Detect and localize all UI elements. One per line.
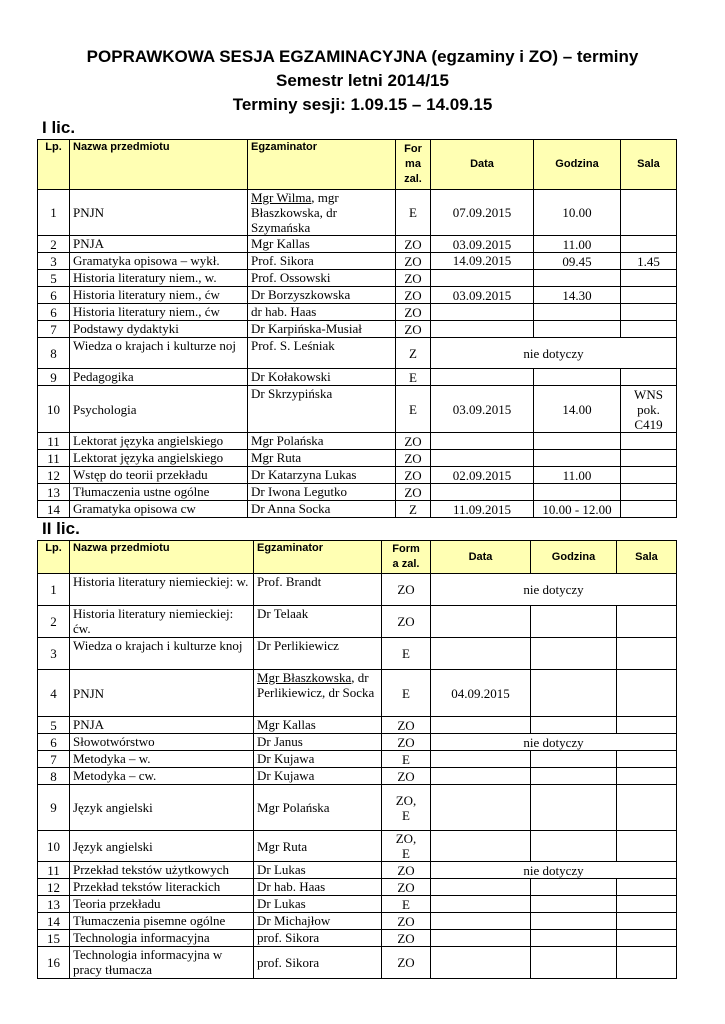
cell-date [431, 638, 531, 670]
cell-date: 04.09.2015 [431, 670, 531, 717]
cell-date-merged: nie dotyczy [431, 574, 677, 606]
cell-form: ZO [382, 768, 431, 785]
cell-name: Lektorat języka angielskiego [70, 450, 248, 467]
cell-room [617, 947, 677, 979]
col-header-name: Nazwa przedmiotu [70, 140, 248, 190]
cell-room [621, 484, 677, 501]
cell-lp: 14 [38, 501, 70, 518]
cell-examiner: Dr Perlikiewicz [254, 638, 382, 670]
col-header-form: Form a zal. [382, 541, 431, 574]
cell-time [531, 785, 617, 831]
table-header-row [38, 541, 677, 574]
cell-lp: 6 [38, 304, 70, 321]
cell-date-merged: nie dotyczy [431, 862, 677, 879]
cell-room [621, 450, 677, 467]
cell-form: E [382, 670, 431, 717]
col-header-room: Sala [621, 140, 677, 190]
cell-date-merged: nie dotyczy [431, 338, 677, 369]
cell-examiner: Dr Skrzypińska [248, 386, 396, 433]
cell-form: ZO [396, 321, 431, 338]
cell-lp: 5 [38, 270, 70, 287]
cell-examiner: Prof. Ossowski [248, 270, 396, 287]
cell-name: Wiedza o krajach i kulturze knoj [70, 638, 254, 670]
cell-form: ZO [382, 717, 431, 734]
cell-form: ZO [396, 236, 431, 253]
section-heading-1: I lic. [42, 118, 76, 137]
cell-lp: 12 [38, 879, 70, 896]
cell-lp: 14 [38, 913, 70, 930]
examiner-link-text: Mgr Wilma [251, 190, 312, 205]
cell-examiner: Dr Telaak [254, 606, 382, 638]
cell-room [621, 236, 677, 253]
cell-examiner: Mgr Kallas [254, 717, 382, 734]
cell-date [431, 913, 531, 930]
cell-date [431, 896, 531, 913]
cell-form: ZO [396, 270, 431, 287]
cell-form: ZO, E [382, 785, 431, 831]
cell-lp: 9 [38, 785, 70, 831]
col-header-time: Godzina [534, 140, 621, 190]
table-row [38, 338, 677, 369]
cell-name: Język angielski [70, 831, 254, 862]
cell-time [534, 450, 621, 467]
cell-name: Gramatyka opisowa – wykł. [70, 253, 248, 270]
cell-room [617, 913, 677, 930]
cell-form: ZO [382, 947, 431, 979]
cell-time [531, 638, 617, 670]
col-header-examiner: Egzaminator [248, 140, 396, 190]
col-header-room: Sala [617, 541, 677, 574]
cell-room [617, 930, 677, 947]
table-row [38, 947, 677, 979]
cell-lp: 6 [38, 287, 70, 304]
cell-time [531, 930, 617, 947]
cell-room [617, 879, 677, 896]
cell-room [621, 287, 677, 304]
table-row [38, 751, 677, 768]
cell-date [431, 785, 531, 831]
cell-date [431, 879, 531, 896]
table-row [38, 574, 677, 606]
cell-time: 10.00 - 12.00 [534, 501, 621, 518]
schedule-table-1 [37, 139, 677, 518]
cell-room [617, 638, 677, 670]
cell-date [431, 450, 534, 467]
cell-room [617, 785, 677, 831]
cell-time [534, 433, 621, 450]
cell-form: ZO [382, 879, 431, 896]
cell-date [431, 369, 534, 386]
cell-date [431, 768, 531, 785]
table-row [38, 831, 677, 862]
table-row [38, 913, 677, 930]
schedule-table-2 [37, 540, 677, 979]
cell-lp: 15 [38, 930, 70, 947]
cell-time [534, 304, 621, 321]
cell-form: E [382, 638, 431, 670]
cell-time [534, 484, 621, 501]
cell-time [531, 606, 617, 638]
table-row [38, 717, 677, 734]
table-header-row [38, 140, 677, 190]
cell-date: 03.09.2015 [431, 386, 534, 433]
cell-lp: 2 [38, 606, 70, 638]
cell-name: Historia literatury niem., w. [70, 270, 248, 287]
table-row [38, 785, 677, 831]
cell-time [531, 751, 617, 768]
table-row [38, 606, 677, 638]
cell-name: PNJN [70, 190, 248, 236]
cell-examiner: Dr Anna Socka [248, 501, 396, 518]
cell-lp: 11 [38, 862, 70, 879]
cell-form: ZO [382, 930, 431, 947]
cell-name: Przekład tekstów użytkowych [70, 862, 254, 879]
cell-name: PNJN [70, 670, 254, 717]
session-dates: Terminy sesji: 1.09.15 – 14.09.15 [232, 95, 493, 114]
cell-name: Tłumaczenia ustne ogólne [70, 484, 248, 501]
cell-time [531, 947, 617, 979]
examiner-link-text: Mgr Błaszkowska [257, 670, 352, 685]
cell-time [531, 831, 617, 862]
cell-lp: 4 [38, 670, 70, 717]
cell-form: E [396, 190, 431, 236]
table-row [38, 369, 677, 386]
cell-time [531, 768, 617, 785]
table-row [38, 501, 677, 518]
cell-room [617, 896, 677, 913]
table-row [38, 896, 677, 913]
table-row [38, 236, 677, 253]
col-header-form: For ma zal. [396, 140, 431, 190]
cell-form: ZO [396, 484, 431, 501]
cell-date: 02.09.2015 [431, 467, 534, 484]
cell-time [534, 369, 621, 386]
table-row [38, 638, 677, 670]
cell-examiner: Dr hab. Haas [254, 879, 382, 896]
cell-name: Wstęp do teorii przekładu [70, 467, 248, 484]
col-header-name: Nazwa przedmiotu [70, 541, 254, 574]
cell-room [617, 768, 677, 785]
cell-lp: 11 [38, 433, 70, 450]
cell-name: PNJA [70, 236, 248, 253]
cell-lp: 1 [38, 190, 70, 236]
table-row [38, 768, 677, 785]
cell-room: WNS pok. C419 [621, 386, 677, 433]
cell-examiner: Mgr Kallas [248, 236, 396, 253]
cell-time: 11.00 [534, 236, 621, 253]
cell-room [621, 304, 677, 321]
cell-form: E [396, 386, 431, 433]
cell-form: E [382, 896, 431, 913]
cell-examiner: Dr Kołakowski [248, 369, 396, 386]
cell-name: Technologia informacyjna [70, 930, 254, 947]
cell-date [431, 930, 531, 947]
col-header-date: Data [431, 541, 531, 574]
cell-name: Słowotwórstwo [70, 734, 254, 751]
cell-name: PNJA [70, 717, 254, 734]
cell-examiner: Mgr Polańska [254, 785, 382, 831]
cell-name: Historia literatury niemieckiej: ćw. [70, 606, 254, 638]
cell-examiner: Mgr Ruta [254, 831, 382, 862]
cell-date: 03.09.2015 [431, 236, 534, 253]
cell-examiner: Dr Borzyszkowska [248, 287, 396, 304]
section-heading-2: II lic. [42, 519, 80, 538]
cell-time [534, 270, 621, 287]
cell-form: ZO [396, 467, 431, 484]
cell-lp: 5 [38, 717, 70, 734]
cell-name: Psychologia [70, 386, 248, 433]
cell-form: ZO [382, 913, 431, 930]
cell-examiner: Dr Lukas [254, 896, 382, 913]
cell-examiner: Mgr Błaszkowska, dr Perlikiewicz, dr Socka [254, 670, 382, 717]
table-row [38, 433, 677, 450]
cell-date: 03.09.2015 [431, 287, 534, 304]
cell-lp: 10 [38, 831, 70, 862]
cell-form: ZO [396, 253, 431, 270]
cell-form: Z [396, 338, 431, 369]
cell-room [621, 467, 677, 484]
cell-lp: 6 [38, 734, 70, 751]
table-row [38, 450, 677, 467]
cell-date: 14.09.2015 [431, 253, 534, 270]
cell-time: 11.00 [534, 467, 621, 484]
cell-name: Lektorat języka angielskiego [70, 433, 248, 450]
cell-name: Historia literatury niem., ćw [70, 304, 248, 321]
cell-name: Wiedza o krajach i kulturze noj [70, 338, 248, 369]
cell-examiner: Prof. Brandt [254, 574, 382, 606]
cell-date [431, 717, 531, 734]
cell-time: 10.00 [534, 190, 621, 236]
cell-time [531, 896, 617, 913]
cell-name: Historia literatury niemieckiej: w. [70, 574, 254, 606]
table-row [38, 879, 677, 896]
table-row [38, 270, 677, 287]
cell-examiner: dr hab. Haas [248, 304, 396, 321]
cell-lp: 12 [38, 467, 70, 484]
cell-examiner: Dr Lukas [254, 862, 382, 879]
cell-name: Metodyka – cw. [70, 768, 254, 785]
cell-time [534, 321, 621, 338]
cell-name: Podstawy dydaktyki [70, 321, 248, 338]
cell-form: ZO, E [382, 831, 431, 862]
cell-examiner: Dr Iwona Legutko [248, 484, 396, 501]
cell-time [531, 717, 617, 734]
cell-lp: 3 [38, 253, 70, 270]
cell-form: ZO [396, 304, 431, 321]
cell-examiner: Prof. Sikora [248, 253, 396, 270]
cell-room [621, 369, 677, 386]
cell-lp: 13 [38, 484, 70, 501]
cell-room [621, 270, 677, 287]
cell-date [431, 321, 534, 338]
cell-lp: 8 [38, 768, 70, 785]
cell-name: Teoria przekładu [70, 896, 254, 913]
cell-lp: 16 [38, 947, 70, 979]
table-row [38, 304, 677, 321]
col-header-lp: Lp. [38, 140, 70, 190]
cell-examiner: prof. Sikora [254, 947, 382, 979]
cell-room [621, 433, 677, 450]
cell-lp: 8 [38, 338, 70, 369]
cell-form: ZO [396, 287, 431, 304]
semester-line: Semestr letni 2014/15 [276, 71, 449, 90]
cell-room [621, 190, 677, 236]
cell-lp: 3 [38, 638, 70, 670]
cell-date [431, 270, 534, 287]
cell-examiner: Dr Michajłow [254, 913, 382, 930]
cell-lp: 1 [38, 574, 70, 606]
cell-lp: 7 [38, 751, 70, 768]
cell-room [621, 501, 677, 518]
cell-date [431, 484, 534, 501]
cell-date [431, 606, 531, 638]
cell-lp: 7 [38, 321, 70, 338]
cell-form: E [382, 751, 431, 768]
table-row [38, 862, 677, 879]
cell-date [431, 751, 531, 768]
cell-time [531, 879, 617, 896]
cell-date [431, 947, 531, 979]
cell-name: Technologia informacyjna w pracy tłumacza [70, 947, 254, 979]
cell-examiner: Mgr Ruta [248, 450, 396, 467]
cell-form: ZO [382, 734, 431, 751]
cell-examiner: Dr Janus [254, 734, 382, 751]
cell-room [617, 717, 677, 734]
cell-time: 14.00 [534, 386, 621, 433]
cell-room [617, 670, 677, 717]
col-header-examiner: Egzaminator [254, 541, 382, 574]
cell-time: 09.45 [534, 253, 621, 270]
cell-name: Przekład tekstów literackich [70, 879, 254, 896]
cell-name: Historia literatury niem., ćw [70, 287, 248, 304]
cell-date: 07.09.2015 [431, 190, 534, 236]
cell-room [617, 831, 677, 862]
table-row [38, 670, 677, 717]
cell-time [531, 913, 617, 930]
cell-examiner: Mgr Wilma, mgr Błaszkowska, dr Szymańska [248, 190, 396, 236]
cell-time: 14.30 [534, 287, 621, 304]
table-row [38, 467, 677, 484]
table-row [38, 253, 677, 270]
cell-name: Tłumaczenia pisemne ogólne [70, 913, 254, 930]
cell-examiner: Dr Katarzyna Lukas [248, 467, 396, 484]
document-title: POPRAWKOWA SESJA EGZAMINACYJNA (egzaminy i ZO) – terminy [86, 47, 639, 66]
col-header-lp: Lp. [38, 541, 70, 574]
cell-date [431, 831, 531, 862]
table-row [38, 484, 677, 501]
table-row [38, 287, 677, 304]
table-row [38, 321, 677, 338]
cell-lp: 2 [38, 236, 70, 253]
table-row [38, 734, 677, 751]
cell-room [617, 606, 677, 638]
cell-date [431, 433, 534, 450]
cell-name: Metodyka – w. [70, 751, 254, 768]
table-row [38, 386, 677, 433]
cell-lp: 11 [38, 450, 70, 467]
cell-date-merged: nie dotyczy [431, 734, 677, 751]
cell-examiner: Dr Karpińska-Musiał [248, 321, 396, 338]
cell-examiner: Dr Kujawa [254, 768, 382, 785]
table-row [38, 190, 677, 236]
cell-form: ZO [396, 433, 431, 450]
cell-name: Pedagogika [70, 369, 248, 386]
cell-examiner: Mgr Polańska [248, 433, 396, 450]
cell-form: Z [396, 501, 431, 518]
cell-form: E [396, 369, 431, 386]
cell-room [621, 321, 677, 338]
cell-room: 1.45 [621, 253, 677, 270]
cell-form: ZO [382, 574, 431, 606]
cell-lp: 9 [38, 369, 70, 386]
col-header-date: Data [431, 140, 534, 190]
cell-examiner: prof. Sikora [254, 930, 382, 947]
col-header-time: Godzina [531, 541, 617, 574]
cell-examiner: Prof. S. Leśniak [248, 338, 396, 369]
cell-room [617, 751, 677, 768]
cell-form: ZO [382, 862, 431, 879]
cell-examiner: Dr Kujawa [254, 751, 382, 768]
cell-form: ZO [396, 450, 431, 467]
cell-date: 11.09.2015 [431, 501, 534, 518]
cell-time [531, 670, 617, 717]
cell-lp: 13 [38, 896, 70, 913]
cell-form: ZO [382, 606, 431, 638]
cell-name: Język angielski [70, 785, 254, 831]
cell-lp: 10 [38, 386, 70, 433]
cell-name: Gramatyka opisowa cw [70, 501, 248, 518]
table-row [38, 930, 677, 947]
cell-date [431, 304, 534, 321]
